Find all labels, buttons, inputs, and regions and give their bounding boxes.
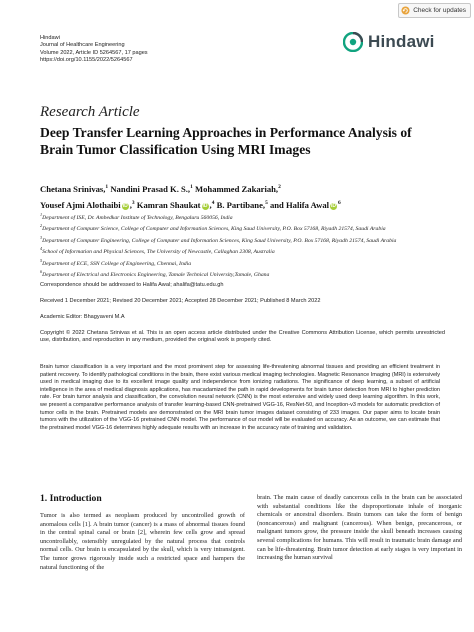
author: and Halifa Awal iD $^6$ — [269, 200, 341, 211]
intro-left-column: Tumor is also termed as neoplasm produced by uncontrolled growth of anomalous cells [1]. A brain tumor (cancer) is a mass of abnormal tissues found in the central spinal canal or brain [2], wherein few cells grow and spread uncontrollably, ostensibly unregulated by the natural process that controls normal cells. Our brain is encapsulated by the skull, which is very intransigent. The tumor grows rigorously inside such a restricted space and hampers the natural functioning of the — [40, 512, 245, 571]
author: B. Partibane,$^5$ — [216, 200, 268, 211]
logo-text: Hindawi — [368, 32, 435, 51]
copyright-notice: Copyright © 2022 Chetana Srinivas et al. This is an open access article distributed under the Creative Commons Attribution License, which permits unrestricted use, distribution, and reproduction in any medium, provided the original work is properly cited. — [40, 330, 445, 344]
doi-link[interactable]: https://doi.org/10.1155/2022/5264567 — [40, 57, 133, 64]
section-heading: 1. Introduction — [40, 493, 102, 504]
affiliation: $^1$Department of ISE, Dr. Ambedkar Institute of Technology, Bengaluru 560056, India — [40, 212, 233, 221]
affiliation: $^2$Department of Computer Science, College of Computer and Information Sciences, King Saud University, P.O. Box 57168, Riyadh 21574, Saudi Arabia — [40, 223, 386, 233]
abstract: Brain tumor classification is a very important and the most prominent step for assessing life-threatening abnormal tissues and providing an efficient treatment in patient recovery. To identify pathological conditions in the brain, there exist various medical imaging technologies. Magnetic Resonance Imaging (MRI) is extensively used in medical imaging due to its excellent image quality and independence from ionizing radiations. The significance of deep learning, a subset of artificial intelligence in the area of medical diagnosis applications, has macadamized the path in rapid developments for brain tumor detection from MRI to higher prediction rate. For brain tumor analysis and classification, the convolution neural network (CNN) is the most extensive and widely used deep learning algorithm. In this work, we present a comparative performance analysis of transfer learning-based CNN-pretrained VGG-16, ResNet-50, and Inception-v3 models for automatic prediction of tumor cells in the brain. Pretrained models are demonstrated on the MRI brain tumor images dataset consisting of 233 images. Our paper aims to locate brain tumors with the utilization of the VGG-16 pretrained CNN model. The performance of our model will be evaluated on accuracy. As an outcome, we can estimate that the pretrained model VGG-16 determines highly adequate results with an increase in the accuracy rate of training and validation. — [40, 364, 440, 431]
intro-right-column: brain. The main cause of deadly cancerous cells in the brain can be associated with substantial conditions like the disproportionate inhale of inorganic chemicals or ancestral disorders. Brain tumors can take the form of benign (noncancerous) and malignant (cancerous). When benign, precancerous, or malignant tumors grow, the pressure inside the skull beneath increases causing several complications for humans. This will result in traumatic brain damage and can be life-threatening. Brain tumor detection at early stages is very important in increasing the human survival — [257, 494, 462, 562]
orcid-icon[interactable]: iD — [122, 203, 128, 210]
affiliation: $^4$School of Information and Physical Sciences, The University of Newcastle, Callaghan 2308, Australia — [40, 246, 275, 256]
affiliation: $^3$Department of Computer Engineering, College of Computer and Information Sciences, King Saud University, P.O. Box 57168, Riyadh 21574, Saudi Arabia — [40, 234, 397, 244]
check-for-updates-badge[interactable] — [398, 3, 471, 18]
hindawi-logo[interactable] — [343, 32, 435, 52]
hindawi-logo-icon — [343, 32, 363, 52]
publisher-name: Hindawi — [40, 35, 60, 41]
refresh-icon — [401, 6, 410, 15]
author: Nandini Prasad K. S.,$^1$ — [110, 183, 193, 194]
academic-editor: Academic Editor: Bhagyaveni M.A — [40, 314, 125, 320]
paper-title: Deep Transfer Learning Approaches in Performance Analysis of Brain Tumor Classification Using MRI Images — [40, 125, 412, 157]
affiliation: $^6$Department of Electrical and Electronics Engineering, Tamale Technical University,Tamale, Ghana — [40, 269, 270, 279]
journal-meta — [40, 35, 148, 65]
author: Kamran Shaukat iD ,$^4$ — [136, 200, 215, 211]
orcid-icon[interactable]: iD — [331, 203, 337, 210]
author: Mohammed Zakariah,$^2$ — [195, 183, 281, 194]
article-dates: Received 1 December 2021; Revised 20 December 2021; Accepted 28 December 2021; Published 8 March 2022 — [40, 298, 321, 304]
affiliation: $^5$Department of ECE, SSN College of Engineering, Chennai, India — [40, 257, 192, 267]
article-type: Research Article — [40, 104, 140, 120]
author: Chetana Srinivas,$^1$ — [40, 183, 109, 194]
orcid-icon[interactable]: iD — [202, 203, 208, 210]
correspondence: Correspondence should be addressed to Halifa Awal; ahalifa@tatu.edu.gh — [40, 282, 224, 288]
check-for-updates-label: Check for updates — [413, 7, 466, 14]
author: Yousef Ajmi Alothaibi iD ,$^3$ — [40, 200, 135, 211]
journal-name: Journal of Healthcare Engineering — [40, 42, 125, 49]
author-list — [40, 180, 460, 213]
volume-line: Volume 2022, Article ID 5264567, 17 pages — [40, 49, 148, 56]
affiliation-list — [40, 211, 450, 280]
